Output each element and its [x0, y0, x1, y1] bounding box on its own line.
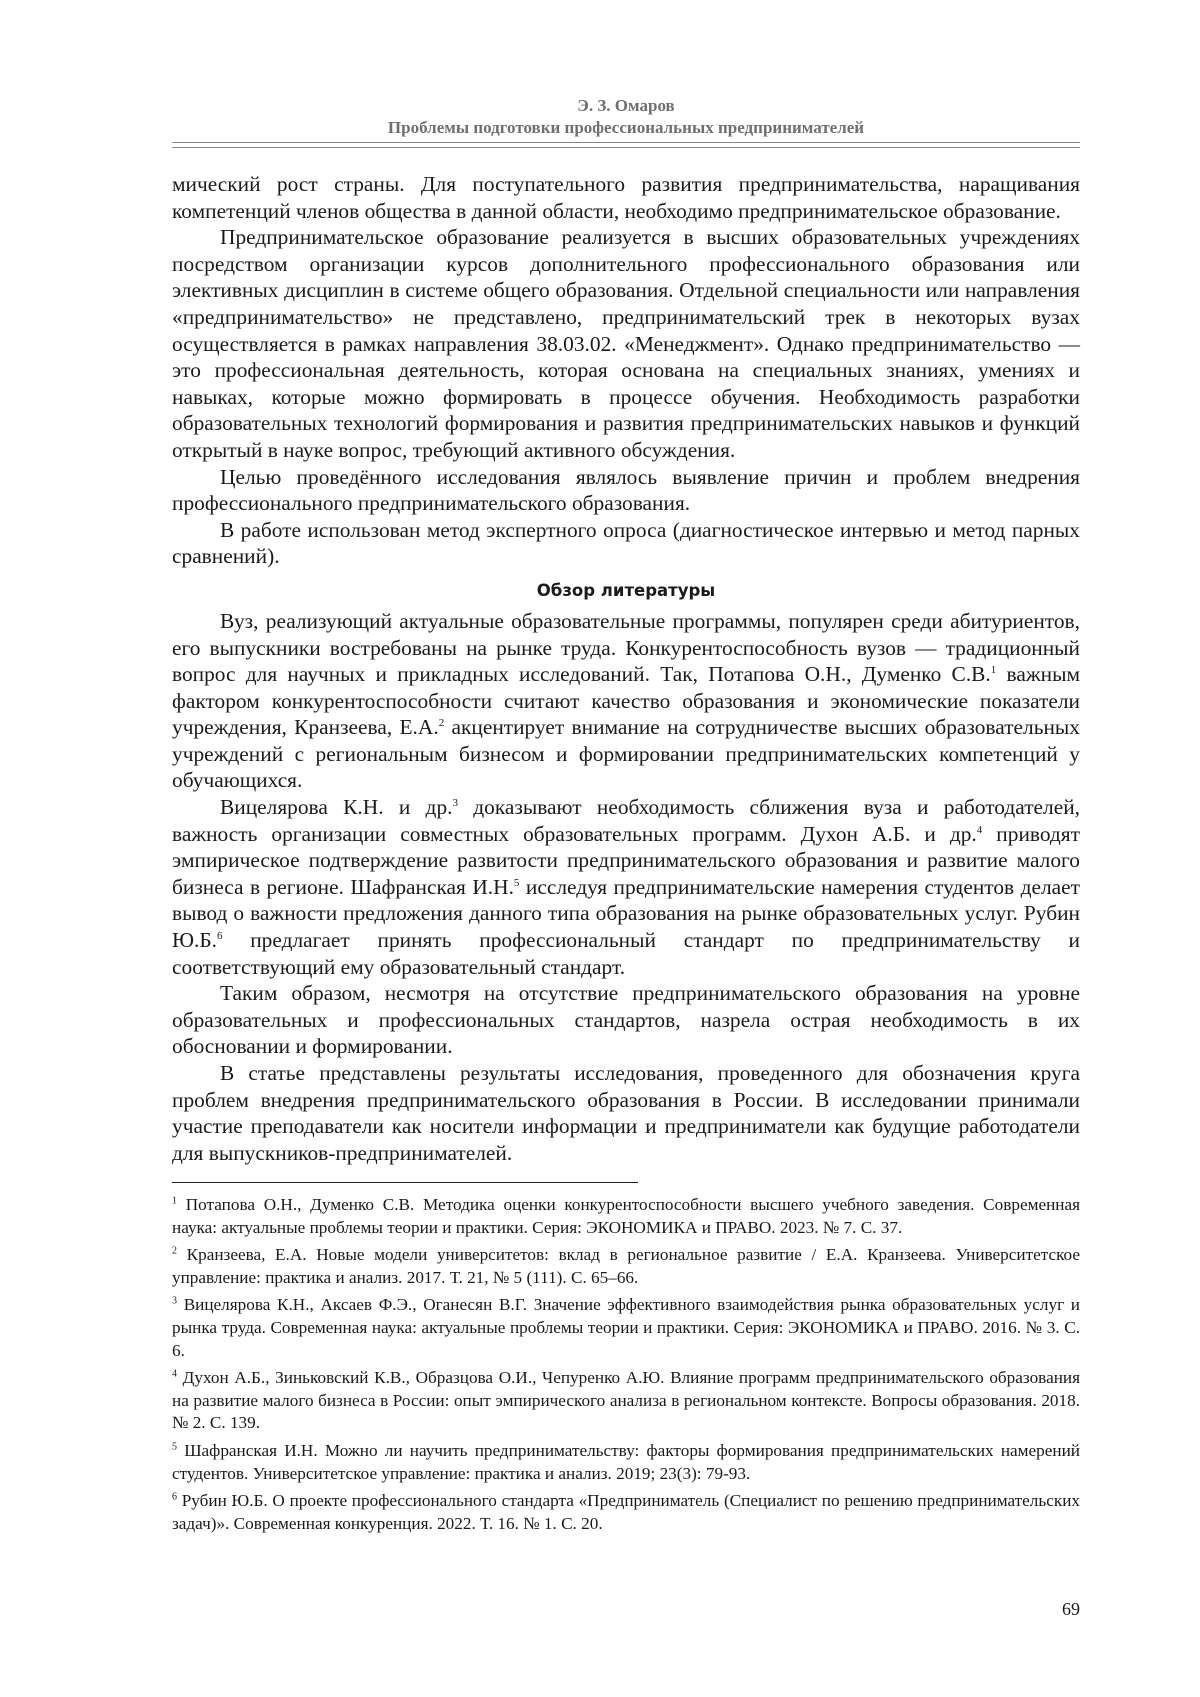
text-run: приводят эмпирическое подтверждение развитости предпринимательского образования и развитие малого бизнеса в регионе. Шафранская И.Н. [172, 821, 1080, 899]
footnote [172, 1367, 1080, 1435]
footnote [172, 1244, 1080, 1289]
footnote-number: 3 [172, 1295, 177, 1307]
text-run: исследуя предпринимательские намерения студентов делает вывод о важности предложения данного типа образования на рынке образовательных услуг. Рубин Ю.Б. [172, 874, 1080, 953]
footnote-text: Кранзеева, Е.А. Новые модели университетов: вклад в региональное развитие / Е.А. Кранзеева. Университетское управление: практика и анализ. 2017. Т. 21, № 5 (111). С. 65–66. [172, 1245, 1080, 1287]
paragraph: Предпринимательское образование реализуется в высших образовательных учреждениях посредством организации курсов дополнительного профессионального образования или элективных дисциплин в системе общего образования. Отдельной специальности или направления «предпринимательство» не представлено, предпринимательский трек в некоторых вузах осуществляется в рамках направления 38.03.02. «Менеджмент». Однако предпринимательство — это профессиональная деятельность, которая основана на специальных знаниях, умениях и навыках, которые можно формировать в процессе обучения. Необходимость разработки образовательных технологий формирования и развития предпринимательских навыков и функций открытый в науке вопрос, требующий активного обсуждения. [172, 225, 1080, 462]
footnote-text: Шафранская И.Н. Можно ли научить предпринимательству: факторы формирования предпринимательских намерений студентов. Университетское управление: практика и анализ. 2019; 23(3): 79-93. [172, 1440, 1080, 1483]
footnote-number: 5 [172, 1441, 177, 1453]
running-header [172, 95, 1080, 139]
text-run: Вуз, реализующий актуальные образовательные программы, популярен среди абитуриентов, его выпускники востребованы на рынке труда. Конкурентоспособность вузов — традиционный вопрос для научных и прикладных исследований. Так, Потапова О.Н., Думенко С.В. [172, 608, 1080, 687]
text-run: доказывают необходимость сближения вуза и работодателей, важность организации совместных образовательных программ. Духон А.Б. и др. [172, 795, 1081, 846]
footnote-number: 1 [172, 1195, 177, 1207]
footnote-text: Рубин Ю.Б. О проекте профессионального стандарта «Предприниматель (Специалист по решению предпринимательских задач)». Современная конкуренция. 2022. Т. 16. № 1. С. 20. [172, 1491, 1080, 1533]
footnote [172, 1490, 1080, 1535]
footnote [172, 1294, 1080, 1362]
paragraph: В работе использован метод экспертного опроса (диагностическое интервью и метод парных сравнений). [172, 517, 1080, 569]
paragraph: Целью проведённого исследования являлось выявление причин и проблем внедрения профессионального предпринимательского образования. [172, 464, 1080, 516]
footnote-text: Потапова О.Н., Думенко С.В. Методика оценки конкурентоспособности высшего учебного заведения. Современная наука: актуальные проблемы теории и практики. Серия: ЭКОНОМИКА и ПРАВО. 2023. № 7. С. 37. [172, 1195, 1081, 1237]
footnote [172, 1440, 1080, 1485]
footnote-number: 4 [172, 1368, 177, 1380]
header-title: Проблемы подготовки профессиональных предпринимателей [387, 118, 865, 137]
footnotes [172, 1194, 1080, 1540]
paragraph: В статье представлены результаты исследования, проведенного для обозначения круга проблем внедрения предпринимательского образования в России. В исследовании принимали участие преподаватели как носители информации и предприниматели как будущие работодатели для выпускников-предпринимателей. [172, 1061, 1080, 1165]
section-title: Обзор литературы [536, 580, 716, 600]
footnote [172, 1194, 1080, 1239]
text-run: предлагает принять профессиональный стандарт по предпринимательству и соответствующий ему образовательный стандарт. [172, 928, 1080, 979]
text-run: акцентирует внимание на сотрудничестве высших образовательных учреждений с региональным бизнесом и формировании предпринимательских компетенций у обучающихся. [172, 715, 1080, 793]
footnote-ref: 6 [216, 929, 223, 942]
footnote-ref: 5 [513, 876, 520, 889]
paragraph [172, 608, 1080, 794]
text-run: Вицелярова К.Н. и др. [220, 795, 453, 820]
paragraph [172, 794, 1080, 980]
footnote-number: 2 [172, 1245, 177, 1257]
footnote-ref: 2 [438, 717, 445, 730]
footnote-ref: 4 [976, 823, 983, 836]
paragraph: Таким образом, несмотря на отсутствие предпринимательского образования на уровне образовательных и профессиональных стандартов, назрела острая необходимость в их обосновании и формировании. [172, 981, 1080, 1059]
footnote-text: Вицелярова К.Н., Аксаев Ф.Э., Оганесян В.Г. Значение эффективного взаимодействия рынка образовательных услуг и рынка труда. Современная наука: актуальные проблемы теории и практики. Серия: ЭКОНОМИКА и ПРАВО. 2016. № 3. С. 6. [172, 1295, 1080, 1360]
paragraph: мический рост страны. Для поступательного развития предпринимательства, наращивания компетенций членов общества в данной области, необходимо предпринимательское образование. [172, 172, 1080, 223]
footnote-divider [172, 1182, 638, 1183]
footnote-ref: 3 [452, 796, 458, 809]
text-run: важным фактором конкурентоспособности считают качество образования и экономические показатели учреждения, Кранзеева, Е.А. [172, 662, 1081, 740]
header-divider [172, 142, 1080, 148]
footnote-text: Духон А.Б., Зиньковский К.В., Образцова О.И., Чепуренко А.Ю. Влияние программ предпринимательского образования на развитие малого бизнеса в России: опыт эмпирического анализа в региональном контексте. Вопросы образования. 2018. № 2. С. 139. [172, 1368, 1081, 1433]
article-body [172, 171, 1080, 1166]
footnote-number: 6 [172, 1491, 177, 1503]
footnote-ref: 1 [990, 663, 997, 676]
page-number: 69 [1062, 1599, 1080, 1619]
header-author: Э. З. Омаров [577, 96, 675, 115]
